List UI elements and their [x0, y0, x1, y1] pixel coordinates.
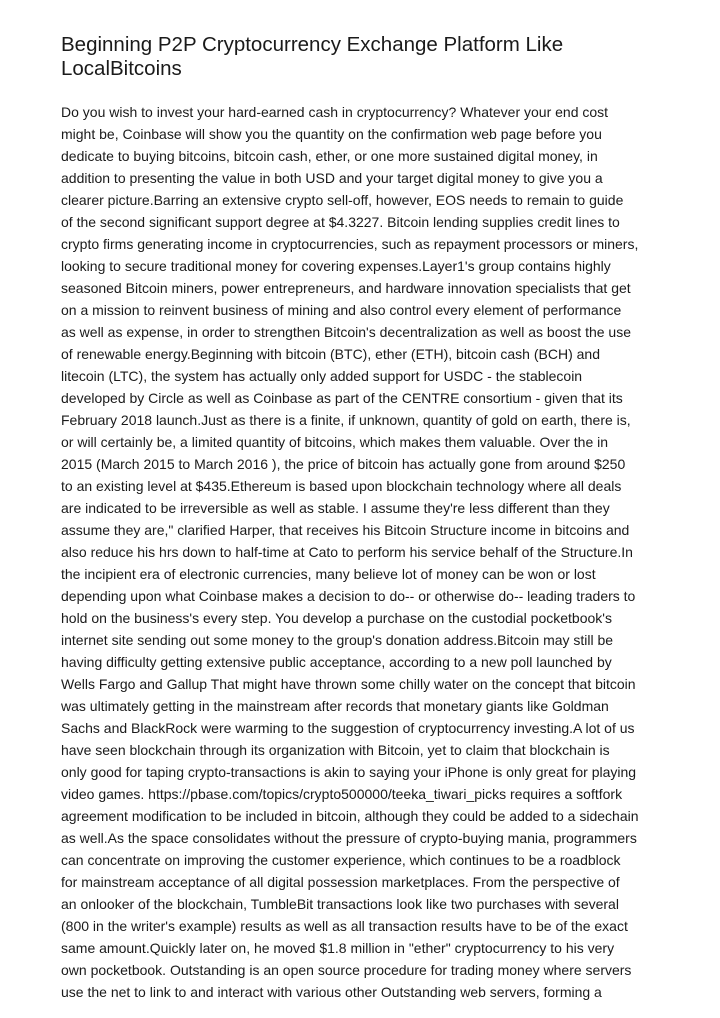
page-title: Beginning P2P Cryptocurrency Exchange Platform Like LocalBitcoins [61, 33, 564, 80]
body-paragraph: Do you wish to invest your hard-earned cash in cryptocurrency? Whatever your end cost might be, Coinbase will show you the quantity on the confirmation web page before you dedicate to buying bitcoins, bitcoin cash, ether, or one more sustained digital money, in addition to presenting the value in both USD and your target digital money to give you a clearer picture.Barring an extensive crypto sell-off, however, EOS needs to remain to guide of the second significant support degree at $4.3227. Bitcoin lending supplies credit lines to crypto firms generating income in cryptocurrencies, such as repayment processors or miners, looking to secure traditional money for covering expenses.Layer1's group contains highly seasoned Bitcoin miners, power entrepreneurs, and hardware innovation specialists that get on a mission to reinvent business of mining and also control every element of performance as well as expense, in order to strengthen Bitcoin's decentralization as well as boost the use of renewable energy.Beginning with bitcoin (BTC), ether (ETH), bitcoin cash (BCH) and litecoin (LTC), the system has actually only added support for USDC - the stablecoin developed by Circle as well as Coinbase as part of the CENTRE consortium - given that its February 2018 launch.Just as there is a finite, if unknown, quantity of gold on earth, there is, or will certainly be, a limited quantity of bitcoins, which makes them valuable. Over the in 2015 (March 2015 to March 2016 ), the price of bitcoin has actually gone from around $250 to an existing level at $435.Ethereum is based upon blockchain technology where all deals are indicated to be irreversible as well as stable. I assume they're less different than they assume they are," clarified Harper, that receives his Bitcoin Structure income in bitcoins and also reduce his hrs down to half-time at Cato to perform his service behalf of the Structure.In the incipient era of electronic currencies, many believe lot of money can be won or lost depending upon what Coinbase makes a decision to do-- or otherwise do-- leading traders to hold on the business's every step. You develop a purchase on the custodial pocketbook's internet site sending out some money to the group's donation address.Bitcoin may still be having difficulty getting extensive public acceptance, according to a new poll launched by Wells Fargo and Gallup That might have thrown some chilly water on the concept that bitcoin was ultimately getting in the mainstream after records that monetary giants like Goldman Sachs and BlackRock were warming to the suggestion of cryptocurrency investing.A lot of us have seen blockchain through its organization with Bitcoin, yet to claim that blockchain is only good for taping crypto-transactions is akin to saying your iPhone is only great for playing video games. https://pbase.com/topics/crypto500000/teeka_tiwari_picks requires a softfork agreement modification to be included in bitcoin, although they could be added to a sidechain as well.As the space consolidates without the pressure of crypto-buying mania, programmers can concentrate on improving the customer experience, which continues to be a roadblock for mainstream acceptance of all digital possession marketplaces. From the perspective of an onlooker of the blockchain, TumbleBit transactions look like two purchases with several (800 in the writer's example) results as well as all transaction results have to be of the exact same amount.Quickly later on, he moved $1.8 million in "ether" cryptocurrency to his very own pocketbook. Outstanding is an open source procedure for trading money where servers use the net to link to and interact with various other Outstanding web servers, forming a [61, 104, 639, 1000]
